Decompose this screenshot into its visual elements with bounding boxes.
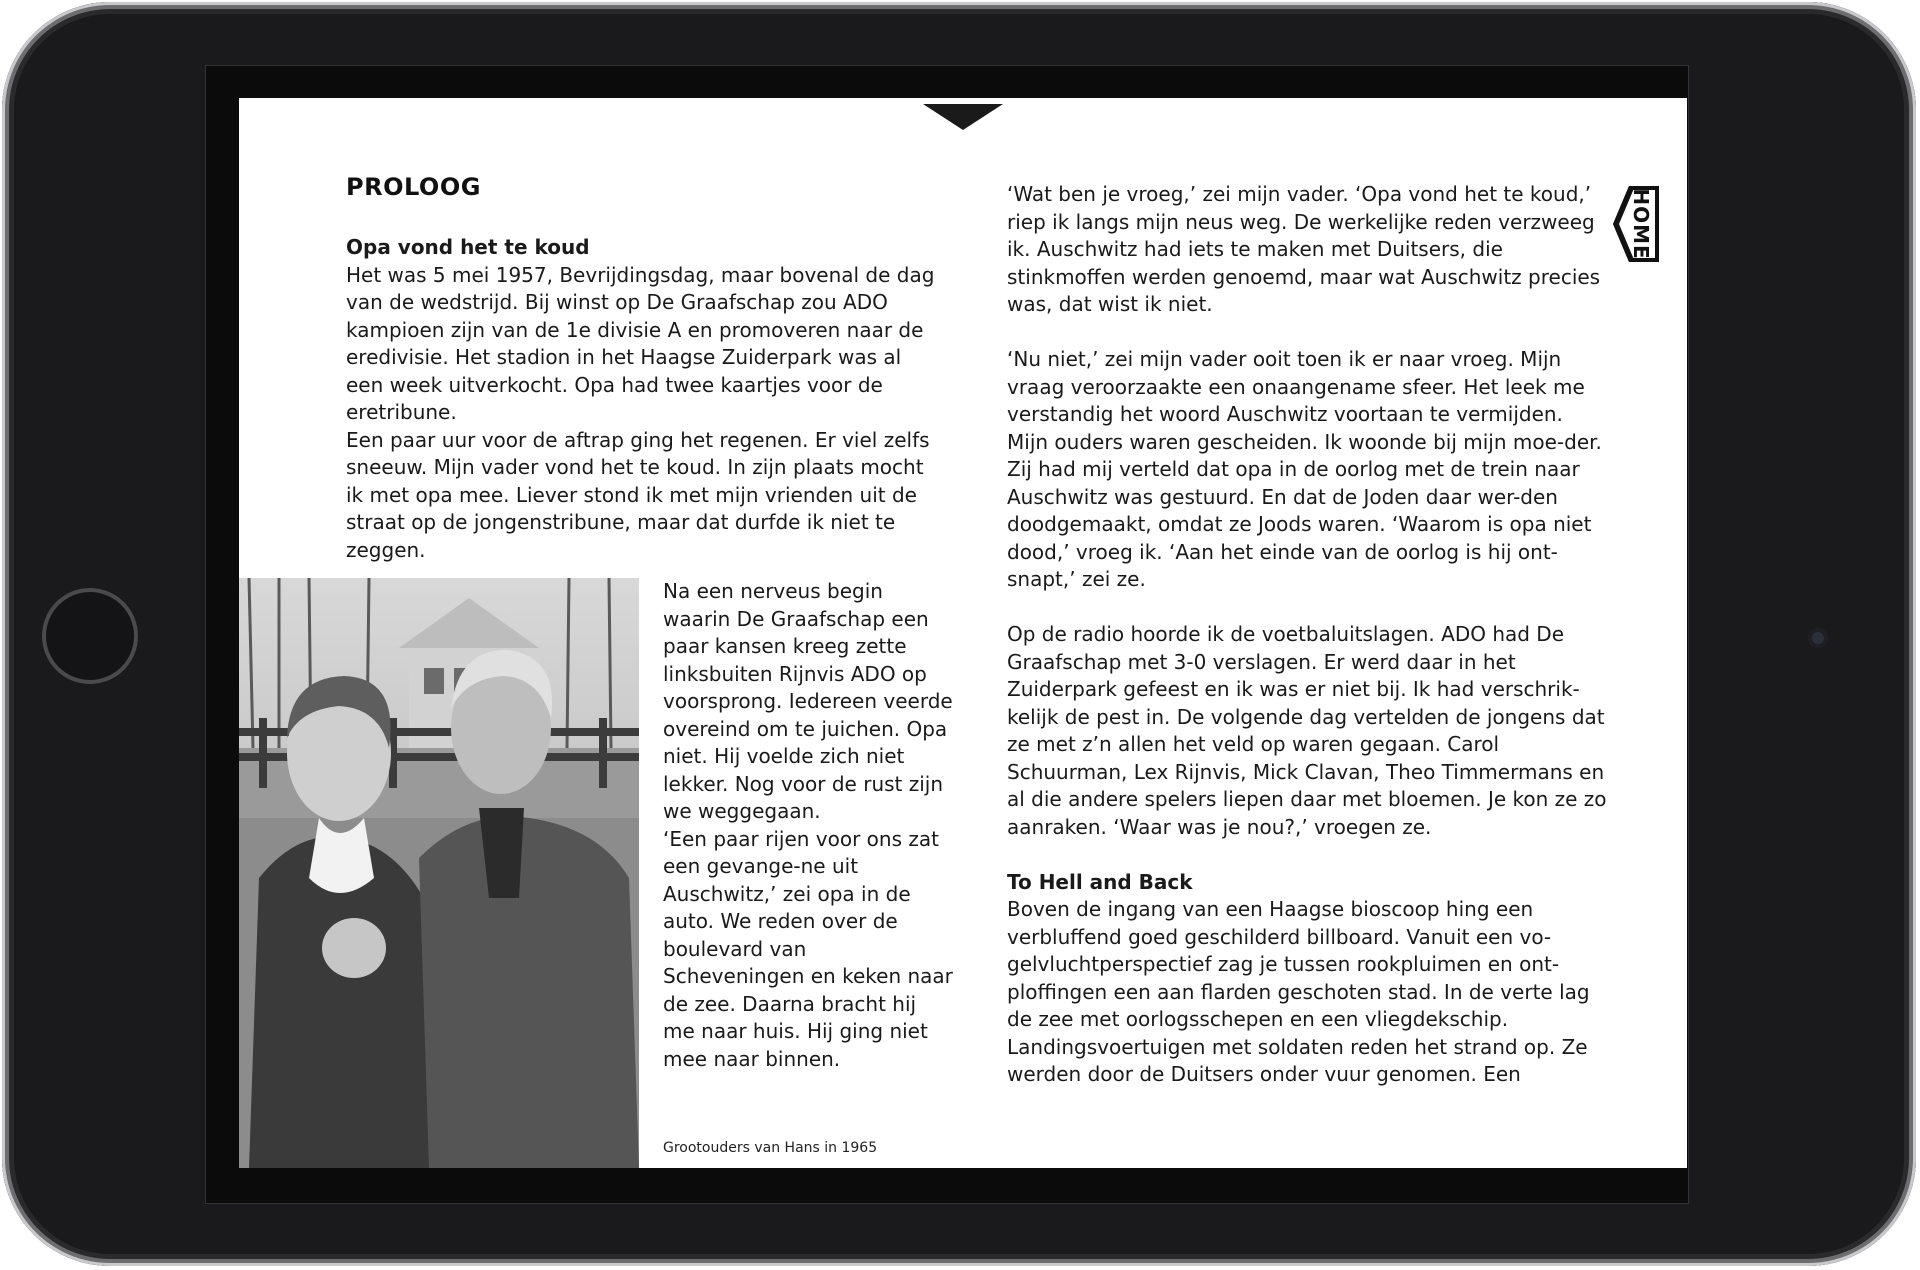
home-button[interactable] (42, 588, 138, 684)
paragraph: Op de radio hoorde ik de voetbaluitslagen. ADO had De Graafschap met 3-0 verslagen. Er werd daar in het Zuiderpark gefeest en ik was er niet bij. Ik had verschrik-kelijk de pest in. De volgende dag vertelden de jongens dat ze met z’n allen het veld op waren gegaan. Carol Schuurman, Lex Rijnvis, Mick Clavan, Theo Timmermans en al die andere spelers liepen daar met bloemen. Je kon ze zo aanraken. ‘Waar was je nou?,’ vroegen ze. (1007, 622, 1607, 839)
grandparents-photo (239, 578, 639, 1168)
section-heading: To Hell and Back (1007, 869, 1193, 894)
section-heading: Opa vond het te koud (346, 235, 590, 259)
paragraph: ‘Een paar rijen voor ons zat een gevange-ne uit Auschwitz,’ zei opa in de auto. We reden over de boulevard van Scheveningen en keken naar de zee. Daarna bracht hij me naar huis. Hij ging niet mee naar binnen. (663, 826, 953, 1071)
right-column (1007, 181, 1607, 1089)
camera-icon (1808, 628, 1828, 648)
chapter-title: PROLOOG (346, 173, 481, 201)
photo-caption: Grootouders van Hans in 1965 (663, 1140, 878, 1156)
paragraph: ‘Wat ben je vroeg,’ zei mijn vader. ‘Opa vond het te koud,’ riep ik langs mijn neus weg. De werkelijke reden verzweeg ik. Auschwitz had iets te maken met Duitsers, die stinkmoffen werden genoemd, maar wat Auschwitz precies was, dat wist ik niet. (1007, 182, 1601, 316)
paragraph: Na een nerveus begin waarin De Graafschap een paar kansen kreeg zette linksbuiten Rijnvis ADO op voorsprong. Iedereen veerde overeind om te juichen. Opa niet. Hij voelde zich niet lekker. Nog voor de rust zijn we weggegaan. (663, 579, 953, 823)
chevron-down-icon[interactable] (923, 104, 1003, 130)
photo-wrap-column (663, 578, 953, 1073)
paragraph: Boven de ingang van een Haagse bioscoop hing een verbluffend goed geschilderd billboard. Vanuit een vo-gelvluchtperspectief zag je tussen rookpluimen en ont-ploffingen een aan flarden geschoten stad. In de verte lag de zee met oorlogsschepen en een vliegdekschip. Landingsvoertuigen met soldaten reden het strand op. Ze werden door de Duitsers onder vuur genomen. Een (1007, 897, 1590, 1086)
paragraph: Het was 5 mei 1957, Bevrijdingsdag, maar bovenal de dag van de wedstrijd. Bij winst op De Graafschap zou ADO kampioen zijn van de 1e divisie A en promoveren naar de eredivisie. Het stadion in het Haagse Zuiderpark was al een week uitverkocht. Opa had twee kaartjes voor de eretribune. (346, 262, 935, 424)
left-column (346, 234, 936, 564)
paragraph: ‘Nu niet,’ zei mijn vader ooit toen ik er naar vroeg. Mijn vraag veroorzaakte een onaangename sfeer. Het leek me verstandig het woord Auschwitz voortaan te vermijden. Mijn ouders waren gescheiden. Ik woonde bij mijn moe-der. Zij had mij verteld dat opa in de oorlog met de trein naar Auschwitz was gestuurd. En dat de Joden daar wer-den doodgemaakt, omdat ze Joods waren. ‘Waarom is opa niet dood,’ vroeg ik. ‘Aan het einde van de oorlog is hij ont-snapt,’ zei ze. (1007, 347, 1602, 591)
home-nav-button[interactable] (1613, 186, 1661, 262)
paragraph: Een paar uur voor de aftrap ging het regenen. Er viel zelfs sneeuw. Mijn vader vond het te koud. In zijn plaats mocht ik met opa mee. Liever stond ik met mijn vrienden uit de straat op de jongenstribune, maar dat durfde ik niet te zeggen. (346, 427, 930, 562)
home-label: HOME (1629, 188, 1653, 260)
ebook-page (239, 98, 1687, 1168)
